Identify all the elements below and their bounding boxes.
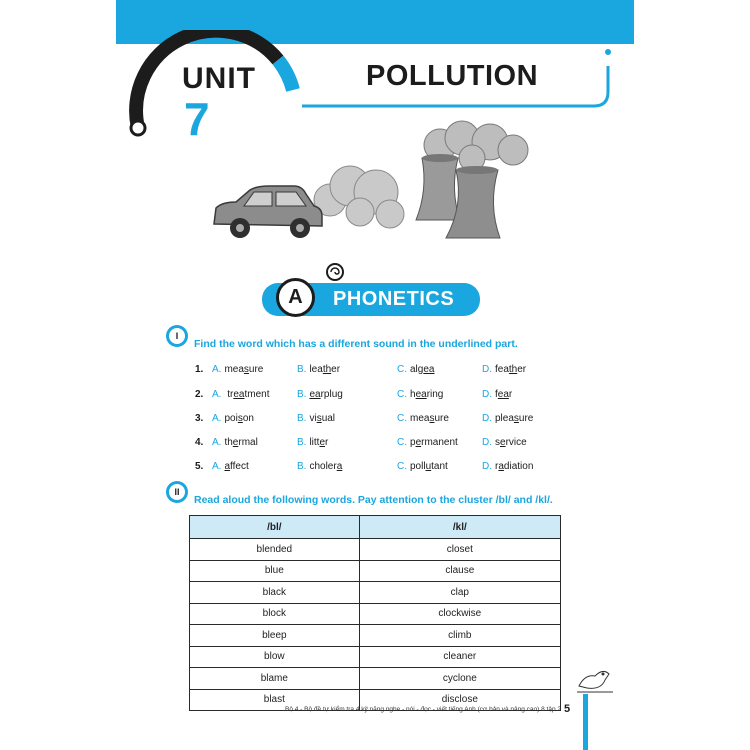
word-part: alg	[410, 364, 424, 375]
bird-doodle-icon	[575, 660, 615, 694]
word-part: ring	[426, 389, 444, 400]
option-letter: D.	[482, 437, 492, 448]
answer-option	[297, 461, 342, 472]
exercise-badge-label: II	[169, 484, 185, 500]
underlined-part: u	[425, 461, 432, 472]
unit-label: UNIT	[182, 62, 256, 95]
word-part: th	[224, 437, 233, 448]
word-part: ure	[434, 413, 449, 424]
question-number: 5.	[195, 461, 204, 472]
answer-option	[482, 461, 533, 472]
answer-option	[212, 389, 269, 400]
pollution-illustration	[210, 120, 550, 260]
option-letter: C.	[397, 413, 407, 424]
option-letter: D.	[482, 364, 492, 375]
answer-option	[297, 437, 328, 448]
table-cell: blue	[190, 560, 360, 582]
option-letter: A.	[212, 389, 222, 400]
answer-option	[482, 437, 527, 448]
word-part: rmanent	[421, 437, 458, 448]
word-part: rvice	[505, 437, 527, 448]
exercise-badge-label: I	[169, 328, 185, 344]
table-cell: cyclone	[359, 668, 560, 690]
option-letter: D.	[482, 413, 492, 424]
table-cell: closet	[359, 539, 560, 561]
table-cell: climb	[359, 625, 560, 647]
word-part: lea	[309, 364, 323, 375]
answer-option	[482, 413, 533, 424]
table-cell: clockwise	[359, 603, 560, 625]
underlined-part: s	[243, 364, 249, 375]
option-letter: D.	[482, 389, 492, 400]
question-number: 1.	[195, 364, 204, 375]
underlined-part: ea	[309, 389, 321, 400]
answer-option	[397, 389, 443, 400]
unit-title: POLLUTION	[366, 60, 539, 92]
option-letter: A.	[212, 364, 222, 375]
exercise-badge	[166, 325, 188, 347]
table-cell: cleaner	[359, 646, 560, 668]
word-part: poi	[224, 413, 238, 424]
underlined-part: s	[513, 413, 519, 424]
table-cell: blast	[190, 689, 360, 711]
option-letter: A.	[212, 437, 222, 448]
underlined-part: e	[232, 437, 239, 448]
underlined-part: s	[429, 413, 435, 424]
word-part: r	[508, 389, 513, 400]
word-part: rplug	[320, 389, 343, 400]
answer-option	[212, 437, 258, 448]
answer-option	[212, 364, 263, 375]
word-part: ffect	[230, 461, 249, 472]
answer-option	[297, 413, 335, 424]
word-part: h	[410, 389, 416, 400]
option-letter: B.	[297, 461, 307, 472]
answer-option	[297, 389, 343, 400]
unit-number: 7	[184, 93, 210, 145]
word-part: tment	[244, 389, 270, 400]
word-part: p	[410, 437, 416, 448]
word-part: mea	[224, 364, 244, 375]
option-letter: B.	[297, 413, 307, 424]
table-cell: black	[190, 582, 360, 604]
word-part: vi	[309, 413, 317, 424]
underlined-part: a	[224, 461, 231, 472]
column-header: /kl/	[359, 516, 560, 539]
snail-icon	[322, 262, 348, 282]
underlined-part: ea	[497, 389, 509, 400]
exercise-badge	[166, 481, 188, 503]
word-part: on	[242, 413, 254, 424]
option-letter: C.	[397, 364, 407, 375]
answer-option	[212, 413, 254, 424]
word-part: ure	[248, 364, 264, 375]
option-letter: C.	[397, 461, 407, 472]
section-title: PHONETICS	[333, 288, 455, 310]
page-footer-text: Bộ 4 - Bộ đề tự kiểm tra 4 kỹ năng nghe - nói - đọc - viết tiếng Anh (cơ bản và nâng cao) 8 tập 2	[285, 706, 561, 713]
word-part: fea	[495, 364, 509, 375]
option-letter: B.	[297, 364, 307, 375]
question-number: 3.	[195, 413, 204, 424]
table-cell: blame	[190, 668, 360, 690]
word-part: diation	[503, 461, 534, 472]
word-part: choler	[309, 461, 337, 472]
underlined-part: s	[237, 413, 243, 424]
word-part: ual	[321, 413, 336, 424]
table-row	[190, 582, 561, 604]
table-row	[190, 603, 561, 625]
word-part: mea	[410, 413, 430, 424]
word-part: rmal	[238, 437, 258, 448]
section-badge: A	[276, 278, 315, 317]
option-letter: A.	[212, 461, 222, 472]
word-part: ure	[518, 413, 534, 424]
table-cell: block	[190, 603, 360, 625]
word-part: r	[325, 437, 329, 448]
option-letter: C.	[397, 437, 407, 448]
option-letter: D.	[482, 461, 492, 472]
answer-option	[397, 364, 434, 375]
underlined-part: e	[415, 437, 422, 448]
underlined-part: th	[322, 364, 332, 375]
underlined-part: th	[508, 364, 518, 375]
page-number: 5	[564, 703, 571, 715]
answer-option	[297, 364, 340, 375]
word-part: f	[495, 389, 498, 400]
answer-option	[482, 389, 512, 400]
word-part: s	[495, 437, 500, 448]
word-part: litt	[309, 437, 320, 448]
table-cell: bleep	[190, 625, 360, 647]
table-row	[190, 560, 561, 582]
option-letter: C.	[397, 389, 407, 400]
answer-option	[212, 461, 249, 472]
answer-option	[397, 437, 458, 448]
word-part: poll	[410, 461, 426, 472]
answer-option	[397, 461, 448, 472]
underlined-part: s	[316, 413, 322, 424]
answer-option	[397, 413, 449, 424]
underlined-part: e	[319, 437, 326, 448]
table-header-row	[190, 516, 561, 539]
column-header: /bl/	[190, 516, 360, 539]
table-cell: disclose	[359, 689, 560, 711]
underlined-part: a	[498, 461, 504, 472]
page-edge-bar	[583, 694, 588, 750]
exercise-instruction: Read aloud the following words. Pay attention to the cluster /bl/ and /kl/.	[194, 494, 553, 506]
word-part: plea	[495, 413, 514, 424]
table-row	[190, 625, 561, 647]
table-row	[190, 668, 561, 690]
table-row	[190, 646, 561, 668]
word-table	[189, 515, 561, 711]
underlined-part: ea	[415, 389, 427, 400]
answer-option	[482, 364, 526, 375]
underlined-part: ea	[423, 364, 435, 375]
option-letter: B.	[297, 437, 307, 448]
underlined-part: ea	[233, 389, 245, 400]
option-letter: A.	[212, 413, 222, 424]
table-cell: blended	[190, 539, 360, 561]
word-part: er	[331, 364, 341, 375]
table-row	[190, 539, 561, 561]
word-part: r	[495, 461, 499, 472]
exercise-instruction: Find the word which has a different sound in the underlined part.	[194, 338, 518, 350]
underlined-part: a	[336, 461, 343, 472]
word-part: er	[517, 364, 527, 375]
underlined-part: e	[500, 437, 506, 448]
question-number: 2.	[195, 389, 204, 400]
table-cell: clap	[359, 582, 560, 604]
word-part: tr	[224, 389, 234, 400]
question-number: 4.	[195, 437, 204, 448]
table-cell: blow	[190, 646, 360, 668]
word-part: tant	[431, 461, 448, 472]
table-cell: clause	[359, 560, 560, 582]
option-letter: B.	[297, 389, 307, 400]
